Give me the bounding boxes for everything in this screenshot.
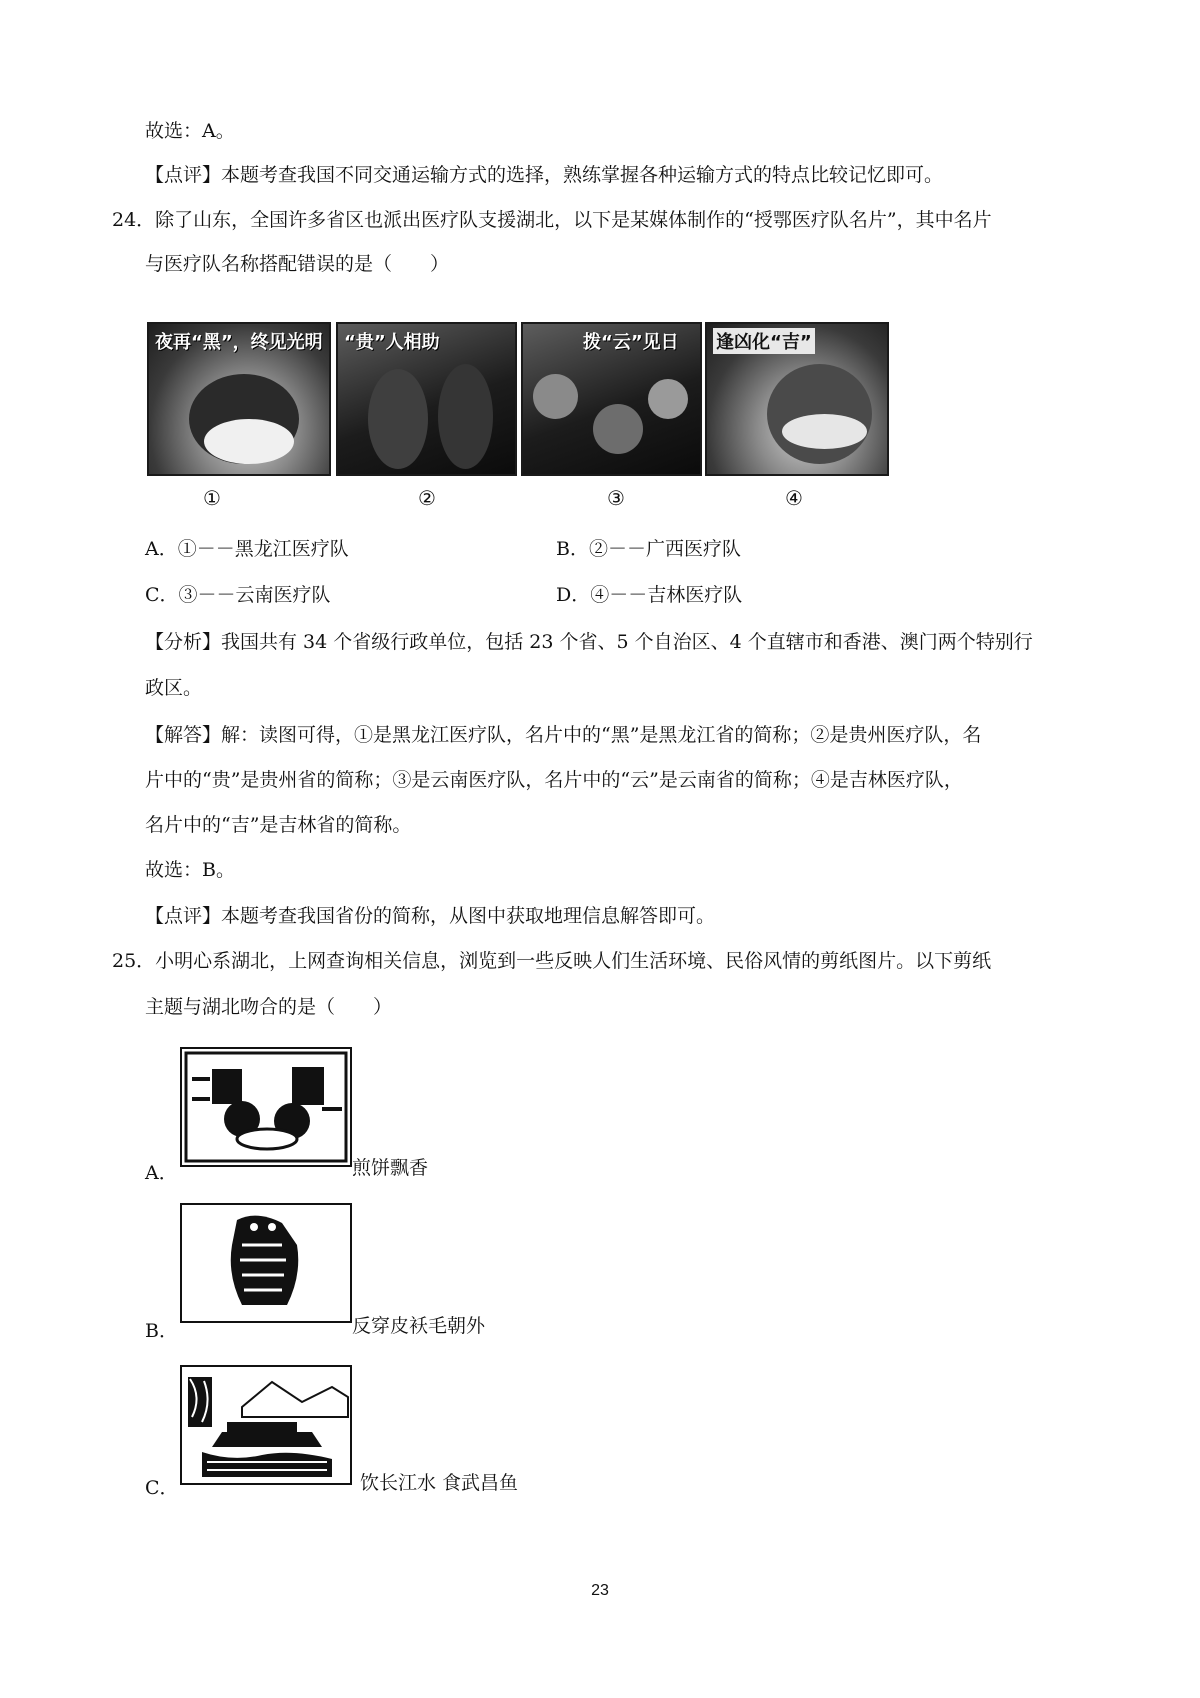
papercut-c-image: [180, 1365, 352, 1485]
q24-solution-line1: 【解答】解：读图可得，①是黑龙江医疗队，名片中的“黑”是黑龙江省的简称；②是贵州医疗队，名: [145, 724, 982, 746]
q24-answer: 故选：B。: [145, 859, 235, 881]
question-24-stem-line1: 24．除了山东，全国许多省区也派出医疗队支援湖北，以下是某媒体制作的“授鄂医疗队名片”，其中名片: [112, 209, 992, 231]
card-caption-1: 夜再“黑”，终见光明: [155, 332, 323, 353]
papercut-b-letter: B．: [145, 1320, 178, 1342]
q24-option-c: C．③－－云南医疗队: [145, 584, 331, 606]
previous-review: 【点评】本题考查我国不同交通运输方式的选择，熟练掌握各种运输方式的特点比较记忆即可。: [145, 164, 944, 186]
previous-answer: 故选：A。: [145, 120, 235, 142]
card-caption-3: 拨“云”见日: [583, 332, 679, 353]
question-25-stem-line2: 主题与湖北吻合的是（ ）: [145, 996, 393, 1018]
marker-1: ①: [203, 486, 221, 510]
papercut-c-letter: C．: [145, 1477, 179, 1499]
q24-analysis-line2: 政区。: [145, 677, 203, 699]
card-photo-3: [521, 322, 702, 476]
papercut-b-image: [180, 1203, 352, 1323]
q24-option-d: D．④－－吉林医疗队: [556, 584, 743, 606]
papercut-a-image: [180, 1047, 352, 1167]
marker-4: ④: [785, 486, 803, 510]
q24-option-b: B．②－－广西医疗队: [556, 538, 741, 560]
papercut-a-label: 煎饼飘香: [352, 1157, 429, 1179]
page-number: 23: [591, 1582, 609, 1599]
q24-review: 【点评】本题考查我国省份的简称，从图中获取地理信息解答即可。: [145, 905, 716, 927]
card-photo-1: [147, 322, 331, 476]
q24-solution-line2: 片中的“贵”是贵州省的简称；③是云南医疗队，名片中的“云”是云南省的简称；④是吉林医疗队，: [145, 769, 963, 791]
papercut-c-label: 饮长江水 食武昌鱼: [360, 1472, 519, 1494]
marker-3: ③: [607, 486, 625, 510]
question-25-stem-line1: 25．小明心系湖北，上网查询相关信息，浏览到一些反映人们生活环境、民俗风情的剪纸图片。以下剪纸: [112, 950, 992, 972]
card-photo-4: [705, 322, 889, 476]
card-photo-2: [336, 322, 517, 476]
q24-solution-line3: 名片中的“吉”是吉林省的简称。: [145, 814, 412, 836]
card-caption-2: “贵”人相助: [344, 332, 440, 353]
marker-2: ②: [418, 486, 436, 510]
card-caption-4: 逢凶化“吉”: [713, 328, 815, 354]
q24-analysis-line1: 【分析】我国共有 34 个省级行政单位，包括 23 个省、5 个自治区、4 个直辖市和香港、澳门两个特别行: [145, 631, 1033, 653]
papercut-a-letter: A．: [145, 1162, 178, 1184]
papercut-b-label: 反穿皮袄毛朝外: [352, 1315, 486, 1337]
question-24-stem-line2: 与医疗队名称搭配错误的是（ ）: [145, 253, 450, 275]
q24-option-a: A．①－－黑龙江医疗队: [145, 538, 349, 560]
